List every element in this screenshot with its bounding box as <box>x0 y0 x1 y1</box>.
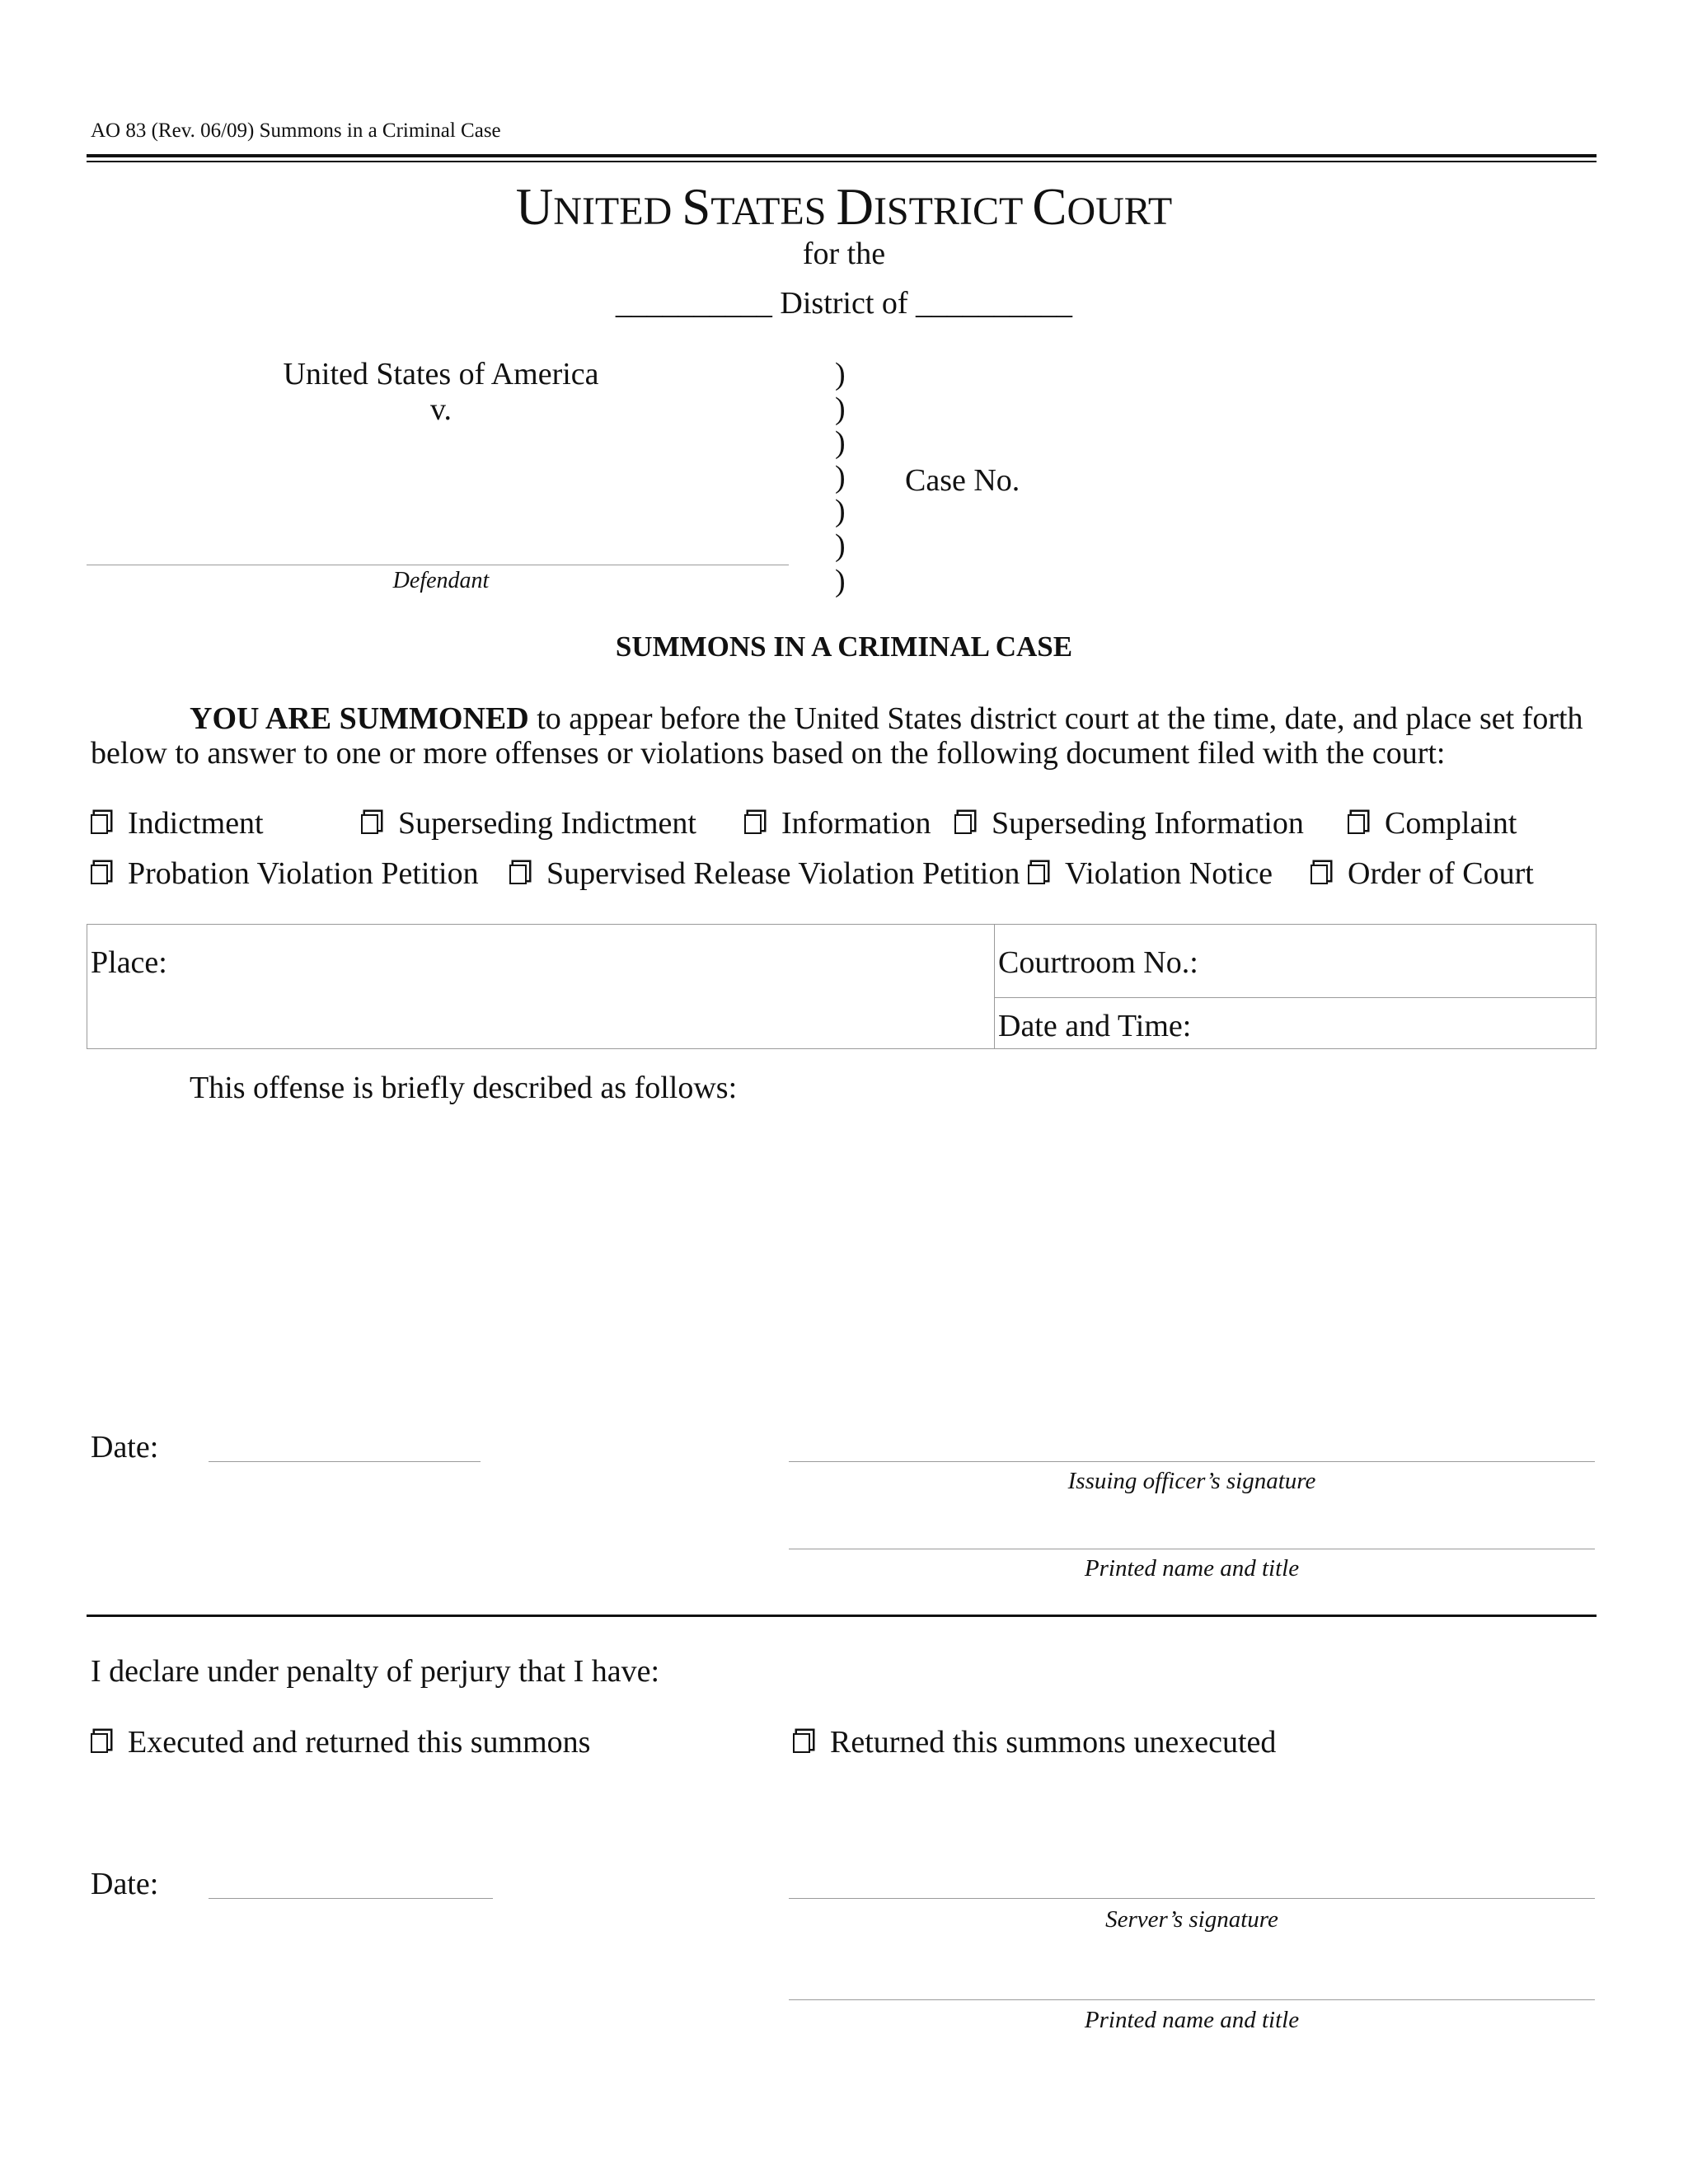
checkbox-probation-violation-petition[interactable]: Probation Violation Petition <box>91 855 479 892</box>
place-field[interactable]: Place: <box>91 945 167 980</box>
defendant-label: Defendant <box>392 568 490 593</box>
checkbox-icon[interactable] <box>1311 865 1328 884</box>
paren: ) <box>835 528 846 563</box>
for-the-text: for the <box>802 237 886 271</box>
checkbox-icon[interactable] <box>361 814 378 834</box>
intro-line-1: YOU ARE SUMMONED to appear before the United States district court at the time, date, and place set forth <box>190 701 1583 736</box>
plaintiff-name: United States of America <box>283 357 599 391</box>
checkbox-complaint[interactable]: Complaint <box>1348 805 1517 841</box>
checkbox-icon[interactable] <box>1028 865 1045 884</box>
server-date-label: Date: <box>91 1867 159 1901</box>
checkbox-icon[interactable] <box>744 814 762 834</box>
checkbox-icon[interactable] <box>91 1733 108 1753</box>
case-number-label: Case No. <box>905 463 1020 498</box>
issuing-signature-caption: Issuing officer’s signature <box>1067 1468 1316 1494</box>
date-time-field[interactable]: Date and Time: <box>998 1009 1192 1043</box>
paren: ) <box>835 460 846 494</box>
location-table-row-divider <box>994 997 1597 998</box>
offense-description-label: This offense is briefly described as follows: <box>190 1071 738 1105</box>
header-rule-thin <box>87 161 1597 162</box>
checkbox-icon[interactable] <box>509 865 527 884</box>
checkbox-executed-returned[interactable]: Executed and returned this summons <box>91 1724 590 1760</box>
issuing-printed-name-caption: Printed name and title <box>1084 1555 1300 1582</box>
checkbox-icon[interactable] <box>1348 814 1365 834</box>
server-signature-line[interactable] <box>789 1898 1595 1899</box>
server-date-field[interactable] <box>209 1898 493 1899</box>
paren: ) <box>835 564 846 598</box>
checkbox-icon[interactable] <box>793 1733 810 1753</box>
issuing-date-label: Date: <box>91 1430 159 1465</box>
district-line: __________ District of __________ <box>615 286 1073 321</box>
server-signature-caption: Server’s signature <box>1105 1906 1278 1933</box>
issuing-date-field[interactable] <box>209 1461 481 1462</box>
checkbox-icon[interactable] <box>954 814 972 834</box>
header-rule-thick <box>87 154 1597 157</box>
summoned-emphasis: YOU ARE SUMMONED <box>190 701 529 736</box>
court-title: UNITED STATES DISTRICT COURT <box>515 178 1173 236</box>
issuing-signature-line[interactable] <box>789 1461 1595 1462</box>
checkbox-information[interactable]: Information <box>744 805 931 841</box>
location-table <box>87 924 1597 1049</box>
paren: ) <box>835 357 846 391</box>
versus-text: v. <box>429 392 452 427</box>
checkbox-violation-notice[interactable]: Violation Notice <box>1028 855 1273 892</box>
checkbox-icon[interactable] <box>91 865 108 884</box>
courtroom-field[interactable]: Courtroom No.: <box>998 945 1198 980</box>
checkbox-indictment[interactable]: Indictment <box>91 805 264 841</box>
return-section-rule <box>87 1615 1597 1617</box>
server-printed-name-line[interactable] <box>789 1999 1595 2000</box>
summons-heading: SUMMONS IN A CRIMINAL CASE <box>615 630 1073 663</box>
checkbox-superseding-information[interactable]: Superseding Information <box>954 805 1304 841</box>
intro-line-2: below to answer to one or more offenses or violations based on the following document filed with the court: <box>91 736 1446 771</box>
checkbox-order-of-court[interactable]: Order of Court <box>1311 855 1534 892</box>
location-table-divider <box>994 924 995 1049</box>
paren: ) <box>835 391 846 426</box>
server-printed-name-caption: Printed name and title <box>1084 2007 1300 2033</box>
checkbox-returned-unexecuted[interactable]: Returned this summons unexecuted <box>793 1724 1276 1760</box>
form-number: AO 83 (Rev. 06/09) Summons in a Criminal Case <box>91 120 501 142</box>
paren: ) <box>835 494 846 528</box>
checkbox-icon[interactable] <box>91 814 108 834</box>
perjury-declaration: I declare under penalty of perjury that I have: <box>91 1654 660 1689</box>
paren: ) <box>835 425 846 460</box>
checkbox-supervised-release-violation-petition[interactable]: Supervised Release Violation Petition <box>509 855 1020 892</box>
checkbox-superseding-indictment[interactable]: Superseding Indictment <box>361 805 696 841</box>
